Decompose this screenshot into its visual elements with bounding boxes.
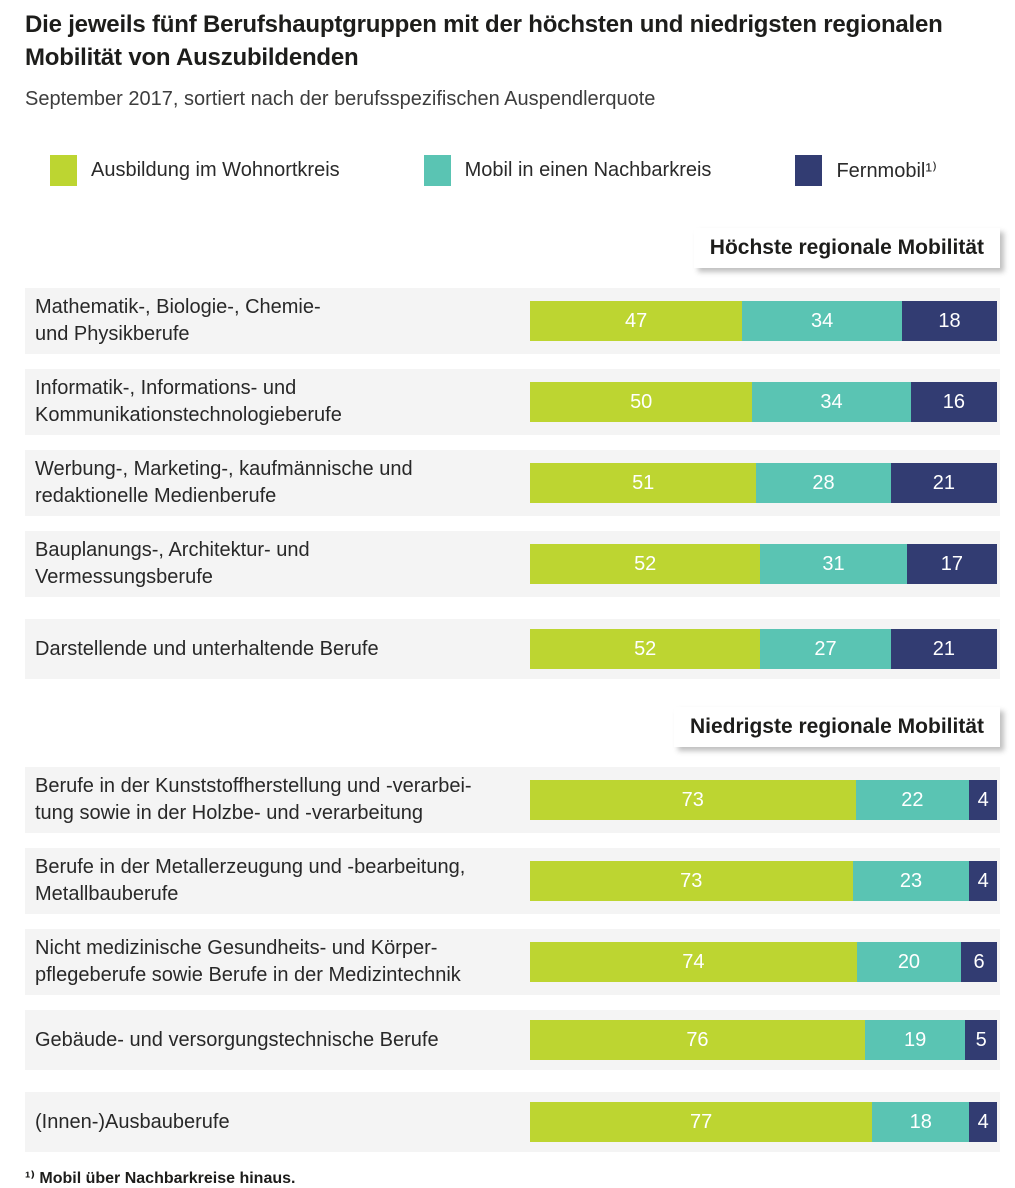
bar-value-label: 50 xyxy=(630,391,653,414)
bar-segment-nachbarkreis xyxy=(760,629,890,669)
stacked-bar xyxy=(530,780,997,820)
table-row xyxy=(25,1092,1000,1152)
bar-value-label: 77 xyxy=(689,1111,713,1134)
rows-highest xyxy=(25,288,1000,679)
bar-value-label: 5 xyxy=(975,1029,987,1052)
legend-label: Mobil in einen Nachbarkreis xyxy=(464,159,712,182)
bar-value-label: 22 xyxy=(901,789,924,812)
bar-segment-nachbarkreis xyxy=(756,463,890,503)
bar-value-label: 21 xyxy=(932,638,955,661)
table-row xyxy=(25,929,1000,995)
table-row xyxy=(25,848,1000,914)
bar-segment-fernmobil xyxy=(961,942,997,982)
bar-segment-nachbarkreis xyxy=(752,382,910,422)
stacked-bar xyxy=(530,463,997,503)
legend-label: Fernmobil¹⁾ xyxy=(836,160,937,183)
bar-value-label: 76 xyxy=(686,1029,709,1052)
bar-value-label: 4 xyxy=(977,789,989,812)
stacked-bar xyxy=(530,1102,997,1142)
row-label: Darstellende und unterhaltende Berufe xyxy=(35,637,379,660)
page-title: Die jeweils fünf Berufshauptgruppen mit der höchsten und niedrigsten regionalen Mobilität von Auszubildenden xyxy=(25,11,943,72)
bar-segment-fernmobil xyxy=(902,301,997,341)
legend-label: Ausbildung im Wohnortkreis xyxy=(91,159,340,182)
legend-swatch-fernmobil-icon xyxy=(795,155,822,186)
bar-value-label: 73 xyxy=(681,789,704,812)
bar-segment-fernmobil xyxy=(891,629,997,669)
bar-value-label: 31 xyxy=(822,553,845,576)
bar-segment-fernmobil xyxy=(969,861,997,901)
bar-value-label: 4 xyxy=(977,870,989,893)
rows-lowest xyxy=(25,767,1000,1152)
row-label: Informatik-, Informations- und Kommunikationstechnologieberufe xyxy=(35,377,342,427)
bar-segment-nachbarkreis xyxy=(857,942,962,982)
bar-segment-nachbarkreis xyxy=(865,1020,965,1060)
bar-segment-nachbarkreis xyxy=(872,1102,969,1142)
row-label: Berufe in der Metallerzeugung und -bearbeitung, Metallbauberufe xyxy=(35,856,466,906)
bar-value-label: 51 xyxy=(632,472,655,495)
bar-segment-nachbarkreis xyxy=(760,544,906,584)
bar-segment-wohnortkreis xyxy=(530,463,756,503)
bar-segment-wohnortkreis xyxy=(530,544,760,584)
legend-item-wohnortkreis xyxy=(50,155,340,186)
bar-value-label: 23 xyxy=(899,870,923,893)
bar-value-label: 34 xyxy=(820,391,843,414)
row-label: Werbung-, Marketing-, kaufmännische und redaktionelle Medienberufe xyxy=(35,458,413,508)
bar-value-label: 20 xyxy=(897,951,921,974)
table-row xyxy=(25,531,1000,597)
bar-value-label: 27 xyxy=(814,638,837,661)
bar-segment-wohnortkreis xyxy=(530,301,742,341)
group-lowest-mobility xyxy=(25,707,1000,1152)
bar-segment-fernmobil xyxy=(965,1020,997,1060)
bar-segment-wohnortkreis xyxy=(530,1020,865,1060)
legend-swatch-wohnortkreis-icon xyxy=(50,155,77,186)
table-row xyxy=(25,767,1000,833)
legend-item-nachbarkreis xyxy=(424,155,712,186)
stacked-bar xyxy=(530,301,997,341)
legend xyxy=(25,155,1000,186)
bar-segment-wohnortkreis xyxy=(530,861,853,901)
bar-value-label: 21 xyxy=(932,472,955,495)
table-row xyxy=(25,1010,1000,1070)
bar-value-label: 4 xyxy=(977,1111,989,1134)
bar-segment-fernmobil xyxy=(911,382,997,422)
row-label: (Innen-)Ausbauberufe xyxy=(35,1110,230,1133)
table-row xyxy=(25,288,1000,354)
bar-value-label: 18 xyxy=(938,310,961,333)
bar-value-label: 16 xyxy=(942,391,965,414)
bar-segment-nachbarkreis xyxy=(742,301,902,341)
bar-value-label: 74 xyxy=(682,951,705,974)
stacked-bar xyxy=(530,629,997,669)
bar-value-label: 6 xyxy=(973,951,985,974)
bar-value-label: 19 xyxy=(903,1029,927,1052)
row-label: Berufe in der Kunststoffherstellung und -verarbei- tung sowie in der Holzbe- und -verarbeitung xyxy=(35,775,472,825)
bar-segment-fernmobil xyxy=(969,780,997,820)
bar-value-label: 34 xyxy=(810,310,834,333)
bar-segment-fernmobil xyxy=(969,1102,997,1142)
row-label: Gebäude- und versorgungstechnische Berufe xyxy=(35,1028,439,1051)
bar-value-label: 52 xyxy=(634,638,657,661)
group-header-highest: Höchste regionale Mobilität xyxy=(694,228,1000,268)
bar-value-label: 47 xyxy=(625,310,648,333)
row-label: Mathematik-, Biologie-, Chemie- und Physikberufe xyxy=(35,296,321,346)
legend-swatch-nachbarkreis-icon xyxy=(424,155,451,186)
table-row xyxy=(25,369,1000,435)
bar-segment-wohnortkreis xyxy=(530,382,752,422)
bar-value-label: 17 xyxy=(940,553,963,576)
bar-value-label: 28 xyxy=(812,472,835,495)
group-header-row xyxy=(25,707,1000,747)
row-label: Bauplanungs-, Architektur- und Vermessungsberufe xyxy=(35,539,310,589)
bar-value-label: 52 xyxy=(634,553,657,576)
bar-segment-fernmobil xyxy=(891,463,997,503)
table-row xyxy=(25,450,1000,516)
row-label: Nicht medizinische Gesundheits- und Körper- pflegeberufe sowie Berufe in der Medizintechnik xyxy=(35,937,461,987)
table-row xyxy=(25,619,1000,679)
bar-segment-wohnortkreis xyxy=(530,780,856,820)
bar-segment-fernmobil xyxy=(907,544,997,584)
stacked-bar xyxy=(530,861,997,901)
footnote: ¹⁾ Mobil über Nachbarkreise hinaus. xyxy=(25,1170,296,1188)
group-highest-mobility xyxy=(25,228,1000,679)
group-header-row xyxy=(25,228,1000,268)
stacked-bar xyxy=(530,382,997,422)
legend-item-fernmobil xyxy=(795,155,937,186)
group-header-lowest: Niedrigste regionale Mobilität xyxy=(674,707,1000,747)
bar-segment-nachbarkreis xyxy=(856,780,970,820)
stacked-bar xyxy=(530,1020,997,1060)
bar-segment-wohnortkreis xyxy=(530,629,760,669)
bar-value-label: 73 xyxy=(680,870,703,893)
stacked-bar xyxy=(530,544,997,584)
bar-segment-nachbarkreis xyxy=(853,861,970,901)
stacked-bar xyxy=(530,942,997,982)
bar-value-label: 18 xyxy=(909,1111,932,1134)
page-subtitle: September 2017, sortiert nach der berufsspezifischen Auspendlerquote xyxy=(25,88,656,111)
bar-segment-wohnortkreis xyxy=(530,1102,872,1142)
bar-segment-wohnortkreis xyxy=(530,942,857,982)
